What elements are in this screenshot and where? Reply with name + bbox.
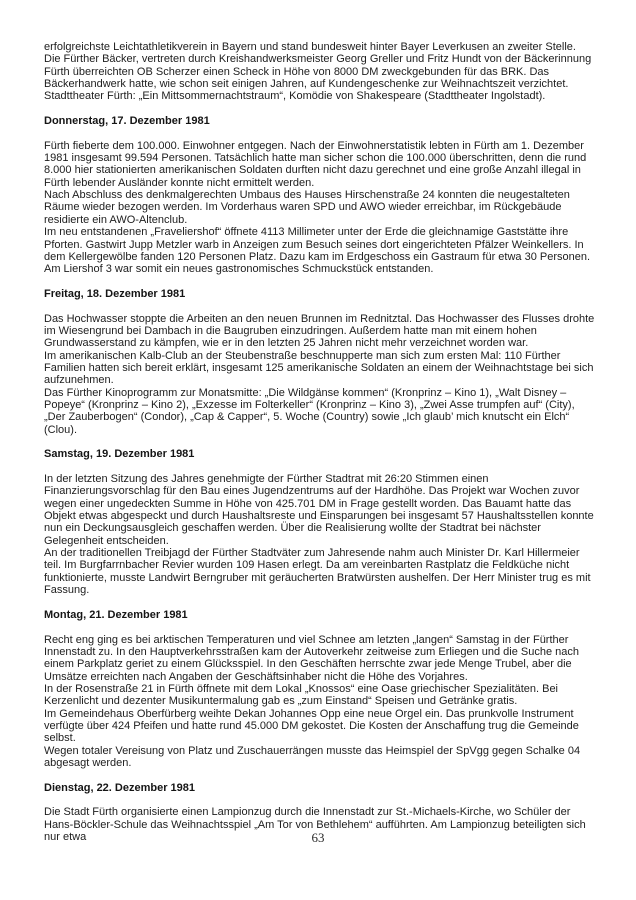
paragraph: In der Rosenstraße 21 in Fürth öffnete mit dem Lokal „Knossos“ eine Oase griechischer Spezialitäten. Bei Kerzenlicht und dezenter Musikuntermalung gab es „zum Einstand“ Speisen und Getränke gratis. bbox=[44, 682, 559, 708]
paragraph: Stadttheater Fürth: „Ein Mittsommernachtstraum“, Komödie von Shakespeare (Stadttheater Ingolstadt). bbox=[44, 90, 546, 103]
paragraph: Das Hochwasser stoppte die Arbeiten an den neuen Brunnen im Rednitztal. Das Hochwasser des Flusses drohte im Wiesengrund bei Dambach in die Baugruben einzudringen. Außerdem hatte man mit einem hohen Grundwasserstand zu kämpfen, wie er in den letzten 25 Jahren nicht mehr verzeichnet worden war. bbox=[44, 312, 595, 350]
paragraph: erfolgreichste Leichtathletikverein in Bayern und stand bundesweit hinter Bayer Leverkusen an zweiter Stelle. bbox=[44, 41, 576, 53]
paragraph: An der traditionellen Treibjagd der Fürther Stadtväter zum Jahresende nahm auch Minister Dr. Karl Hillermeier teil. Im Burgfarrnbacher Revier wurden 109 Hasen erlegt. Da am vereinbarten Rastplatz die Feldküche nicht funktionierte, musste Landwirt Berngruber mit geräucherten Bratwürsten aushelfen. Der Herr Minister trug es mit Fassung. bbox=[44, 547, 591, 597]
day-heading: Dienstag, 22. Dezember 1981 bbox=[44, 781, 196, 794]
day-heading: Freitag, 18. Dezember 1981 bbox=[44, 287, 186, 300]
paragraph: Nach Abschluss des denkmalgerechten Umbaus des Hauses Hirschenstraße 24 konnten die neugestalteten Räume wieder bezogen werden. Im Vorderhaus waren SPD und AWO wieder erreichbar, im Rückgebäude residierte ein AWO-Altenclub. bbox=[44, 189, 570, 226]
paragraph: Im neu entstandenen „Fraveliershof“ öffnete 4113 Millimeter unter der Erde die gleichnamige Gaststätte ihre Pforten. Gastwirt Jupp Metzler warb in Anzeigen zum Besuch seines dort eingerichteten Pfälzer Weinkellers. In dem Kellergewölbe fanden 120 Personen Platz. Dazu kam im Erdgeschoss ein Gastraum für etwa 30 Personen. Am Liershof 3 war somit ein neues gastronomisches Schmuckstück entstanden. bbox=[44, 226, 591, 276]
paragraph: Recht eng ging es bei arktischen Temperaturen und viel Schnee am letzten „langen“ Samstag in der Fürther Innenstadt zu. In den Hauptverkehrsstraßen kam der Autoverkehr zeitweise zum Erliegen und die Suche nach einem Parkplatz geriet zu einem Glücksspiel. In den Geschäften herrschte zwar jede Menge Trubel, aber die Umsätze erreichten nach Angaben der Geschäftsinhaber nicht die Höhe des Vorjahres. bbox=[44, 633, 580, 683]
paragraph: Im amerikanischen Kalb-Club an der Steubenstraße beschnupperte man sich zum ersten Mal: 110 Fürther Familien hatten sich bereit erklärt, insgesamt 125 amerikanische Soldaten an einem der Weihnachtstage bei sich aufzunehmen. bbox=[44, 349, 594, 387]
day-heading: Samstag, 19. Dezember 1981 bbox=[44, 448, 195, 461]
paragraph: Die Fürther Bäcker, vertreten durch Kreishandwerksmeister Georg Greller und Fritz Hundt von der Bäckerinnung Fürth überreichten OB Scherzer einen Scheck in Höhe von 8000 DM zweckgebunden für das BRK. Das Bäckerhandwerk hatte, wie schon seit einigen Jahren, auf Kundengeschenke zur Weihnachtszeit verzichtet. bbox=[44, 53, 592, 91]
document-body bbox=[44, 41, 598, 843]
page-number: 63 bbox=[311, 830, 325, 845]
paragraph: Das Fürther Kinoprogramm zur Monatsmitte: „Die Wildgänse kommen“ (Kronprinz – Kino 1), „Walt Disney – Popeye“ (Kronprinz – Kino 2), „Exzesse im Folterkeller“ (Kronprinz – Kino 3), „Zwei Asse trumpfen auf“ (City), „Der Zauberbogen“ (Condor), „Cap & Capper“, 5. Woche (Country) sowie „Ich glaub’ mich knutscht ein Elch“ (Clou). bbox=[44, 386, 575, 436]
paragraph: Wegen totaler Vereisung von Platz und Zuschauerrängen musste das Heimspiel der SpVgg gegen Schalke 04 abgesagt werden. bbox=[44, 744, 581, 769]
day-heading: Montag, 21. Dezember 1981 bbox=[44, 608, 188, 621]
paragraph: Fürth fieberte dem 100.000. Einwohner entgegen. Nach der Einwohnerstatistik lebten in Fürth am 1. Dezember 1981 insgesamt 99.594 Personen. Tatsächlich hatte man sicher schon die 100.000 überschritten, denn die rund 8.000 hier stationierten amerikanischen Soldaten durften nicht dazu gerechnet und eine große Anzahl illegal in Fürth lebender Ausländer konnte nicht ermittelt werden. bbox=[44, 139, 587, 189]
paragraph: In der letzten Sitzung des Jahres genehmigte der Fürther Stadtrat mit 26:20 Stimmen einen Finanzierungsvorschlag für den Bau eines Jugendzentrums auf der Hardhöhe. Das Projekt war Wochen zuvor wegen einer ungedeckten Summe in Höhe von 425.701 DM in Frage gestellt worden. Das Bauamt hatte das Objekt etwas abgespeckt und durch Haushaltsreste und Einsparungen bei insgesamt 57 Haushaltsstellen konnte nun ein Deckungsausgleich geschaffen werden. Über die Realisierung wollte der Stadtrat bei nächster Gelegenheit entscheiden. bbox=[44, 473, 594, 547]
day-heading: Donnerstag, 17. Dezember 1981 bbox=[44, 115, 210, 128]
paragraph: Die Stadt Fürth organisierte einen Lampionzug durch die Innenstadt zur St.-Michaels-Kirche, wo Schüler der Hans-Böckler-Schule das Weihnachtsspiel „Am Tor von Bethlehem“ aufführten. Am Lampionzug beteiligten sich nur etwa bbox=[44, 806, 586, 843]
paragraph: Im Gemeindehaus Oberfürberg weihte Dekan Johannes Opp eine neue Orgel ein. Das prunkvolle Instrument verfügte über 424 Pfeifen und hatte rund 45.000 DM gekostet. Die Kosten der Anschaffung trug die Gemeinde selbst. bbox=[44, 707, 579, 745]
